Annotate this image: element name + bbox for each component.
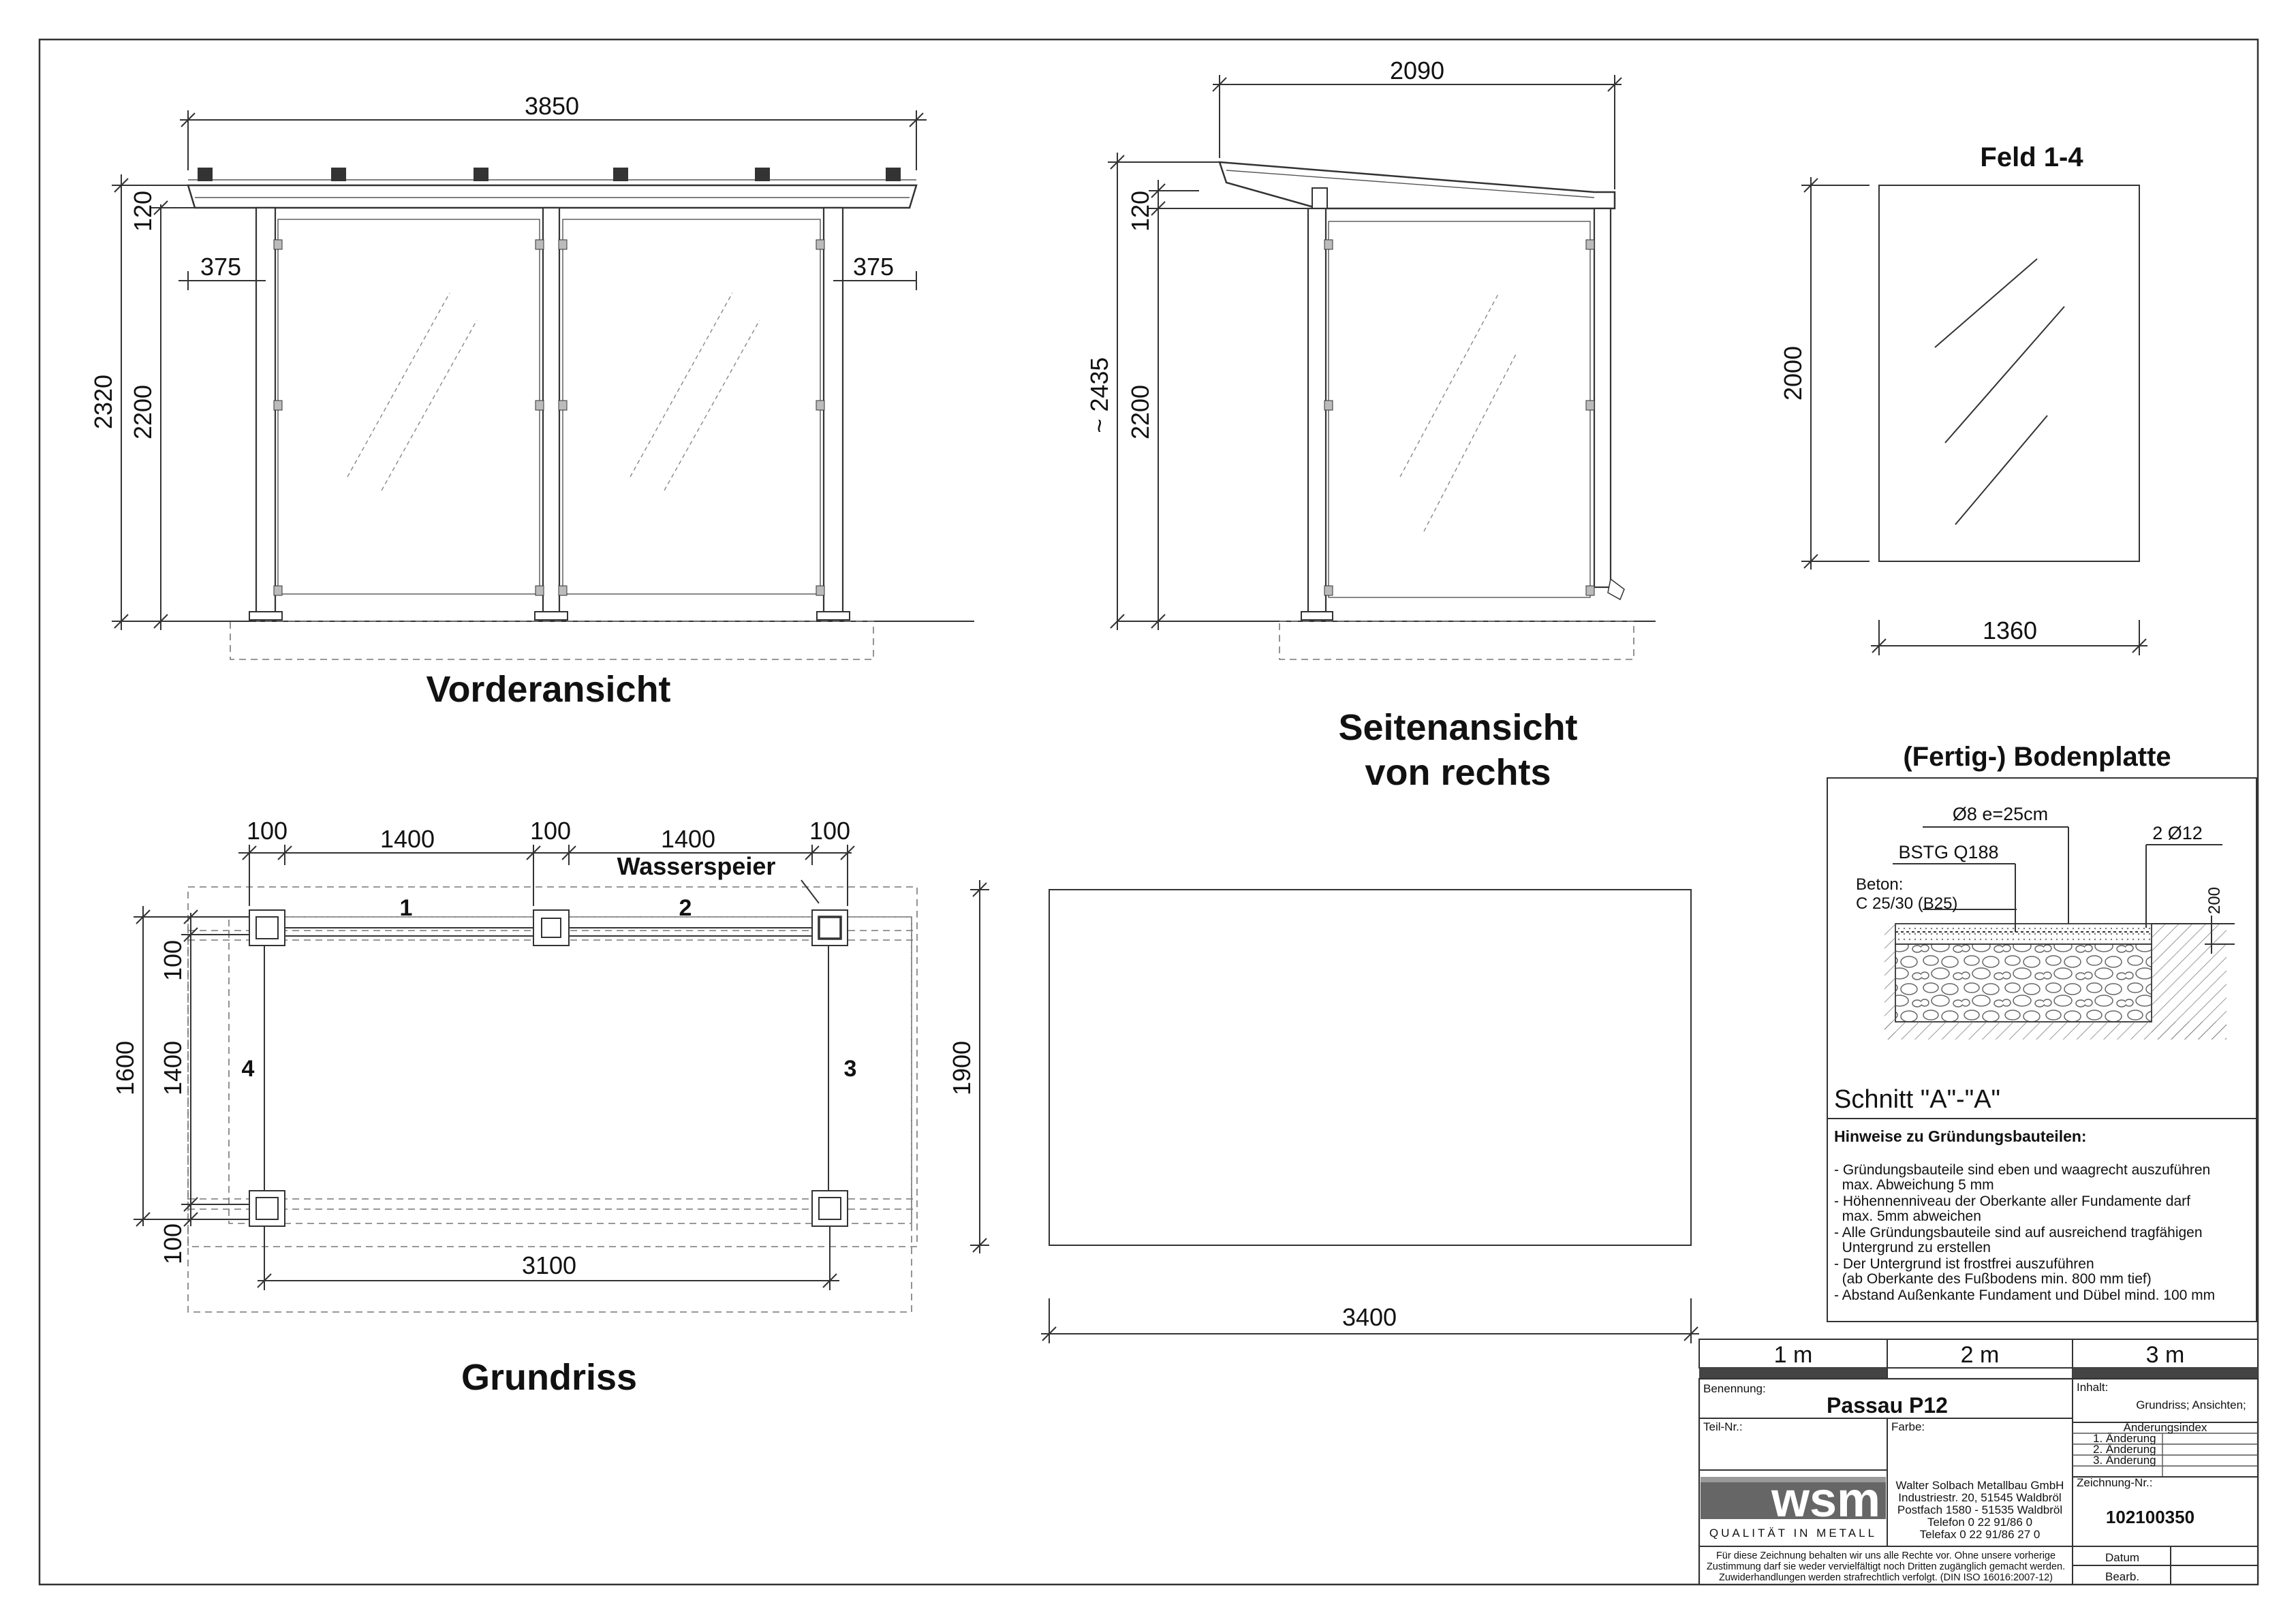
front-view bbox=[89, 92, 974, 710]
tb-inhalt-label: Inhalt: bbox=[2077, 1381, 2109, 1394]
note-line: max. Abweichung 5 mm bbox=[1834, 1177, 1994, 1193]
note-line: - Abstand Außenkante Fundament und Dübel mind. 100 mm bbox=[1834, 1287, 2216, 1303]
front-glass-right bbox=[563, 219, 820, 594]
tb-copyright-line: Für diese Zeichnung behalten wir uns alle Rechte vor. Ohne unsere vorherige bbox=[1716, 1550, 2056, 1561]
roof-clamps bbox=[198, 168, 901, 181]
front-width-dim: 3850 bbox=[524, 92, 580, 120]
tb-company-line: Walter Solbach Metallbau GmbH bbox=[1895, 1479, 2064, 1492]
front-overhang-left: 375 bbox=[200, 253, 242, 281]
side-post-front bbox=[1308, 208, 1326, 613]
section-title: (Fertig-) Bodenplatte bbox=[1903, 742, 2171, 772]
side-view bbox=[1085, 57, 1656, 793]
tb-company-line: Telefon 0 22 91/86 0 bbox=[1927, 1516, 2033, 1529]
front-overhang-right: 375 bbox=[852, 253, 895, 281]
tb-datum-label: Datum bbox=[2105, 1551, 2140, 1564]
plan-post-top: 100 bbox=[159, 939, 187, 982]
section-label: Schnitt "A"-"A" bbox=[1834, 1085, 2001, 1114]
side-roof-dim: 120 bbox=[1126, 190, 1154, 232]
section-mesh: BSTG Q188 bbox=[1898, 842, 1999, 862]
section-rebar: Ø8 e=25cm bbox=[1952, 804, 2049, 824]
section-concrete-label: Beton: bbox=[1856, 875, 1904, 894]
section-thickness: 200 bbox=[2205, 886, 2224, 915]
scale-3m: 3 m bbox=[2145, 1342, 2185, 1368]
tb-teil-label: Teil-Nr.: bbox=[1703, 1420, 1743, 1433]
panel-title: Feld 1-4 bbox=[1980, 142, 2083, 172]
section-concrete-class: C 25/30 (B25) bbox=[1856, 894, 1958, 913]
side-post-back bbox=[1594, 208, 1611, 587]
scale-2m: 2 m bbox=[1960, 1342, 2000, 1368]
scale-bar bbox=[1699, 1339, 2258, 1379]
panel-outline bbox=[1879, 185, 2139, 561]
panel-width-dim: 1360 bbox=[1982, 616, 2038, 644]
tb-aenderungsindex: Änderungsindex bbox=[2123, 1421, 2207, 1434]
logo-text: wsm bbox=[1771, 1473, 1881, 1527]
floor-plan-title: Grundriss bbox=[461, 1357, 638, 1398]
gutter-label: Wasserspeier bbox=[617, 852, 776, 880]
logo-subtitle: QUALITÄT IN METALL bbox=[1709, 1527, 1878, 1540]
tb-zeichnung-nr: 102100350 bbox=[2105, 1507, 2195, 1527]
side-glass bbox=[1329, 221, 1590, 597]
plan-post-bottom: 100 bbox=[159, 1223, 187, 1265]
note-line: (ab Oberkante des Fußbodens min. 800 mm tief) bbox=[1834, 1271, 2152, 1287]
slab-width-dim: 3400 bbox=[1341, 1303, 1397, 1331]
side-depth-dim: 2090 bbox=[1389, 57, 1445, 84]
field-label-1: 1 bbox=[399, 895, 413, 921]
front-roof bbox=[188, 185, 916, 208]
floor-plan bbox=[111, 817, 917, 1398]
field-label-2: 2 bbox=[679, 895, 692, 921]
panel-detail bbox=[1779, 142, 2147, 655]
section-rebar2: 2 Ø12 bbox=[2152, 823, 2203, 843]
note-line: - Alle Gründungsbauteile sind auf ausreichend tragfähigen bbox=[1834, 1225, 2203, 1240]
field-label-3: 3 bbox=[843, 1056, 857, 1082]
panel-height-dim: 2000 bbox=[1779, 345, 1807, 401]
plan-dim-field-1: 1400 bbox=[379, 825, 435, 853]
side-view-title-line1: Seitenansicht bbox=[1338, 707, 1578, 748]
plan-depth-inner: 1400 bbox=[159, 1040, 187, 1096]
tb-aenderung-3: 3. Änderung bbox=[2093, 1454, 2156, 1467]
notes-heading: Hinweise zu Gründungsbauteilen: bbox=[1834, 1127, 2087, 1145]
plan-depth-outer: 1600 bbox=[111, 1040, 139, 1096]
tb-copyright-line: Zustimmung darf sie weder vervielfältigt noch Dritten zugänglich gemacht werden. bbox=[1706, 1561, 2066, 1572]
note-line: - Gründungsbauteile sind eben und waagrecht auszuführen bbox=[1834, 1162, 2211, 1178]
note-line: - Höhennenniveau der Oberkante aller Fundamente darf bbox=[1834, 1193, 2190, 1209]
tb-farbe-label: Farbe: bbox=[1891, 1420, 1925, 1433]
tb-company-line: Telefax 0 22 91/86 27 0 bbox=[1919, 1528, 2041, 1541]
front-post-right bbox=[824, 208, 843, 613]
tb-company-line: Industriestr. 20, 51545 Waldbröl bbox=[1898, 1491, 2062, 1504]
title-block bbox=[1699, 1379, 2258, 1584]
front-view-title: Vorderansicht bbox=[426, 669, 671, 710]
tb-copyright-line: Zuwiderhandlungen werden strafrechtlich verfolgt. (DIN ISO 16016:2007-12) bbox=[1718, 1572, 2053, 1583]
scale-1m: 1 m bbox=[1773, 1342, 1813, 1368]
tb-benennung-label: Benennung: bbox=[1703, 1382, 1766, 1395]
field-label-4: 4 bbox=[241, 1056, 255, 1082]
side-view-title-line2: von rechts bbox=[1365, 752, 1551, 793]
tb-aenderung-1: 1. Änderung bbox=[2093, 1432, 2156, 1445]
side-height-total: ~ 2435 bbox=[1085, 357, 1113, 433]
tb-company-line: Postfach 1580 - 51535 Waldbröl bbox=[1897, 1503, 2063, 1516]
note-line: Untergrund zu erstellen bbox=[1834, 1240, 1991, 1255]
plan-dim-post-1: 100 bbox=[246, 817, 288, 845]
front-height-total: 2320 bbox=[89, 374, 117, 430]
side-height-clear: 2200 bbox=[1126, 384, 1154, 440]
tb-inhalt: Grundriss; Ansichten; bbox=[2136, 1399, 2246, 1411]
plan-width-dim: 3100 bbox=[521, 1251, 577, 1279]
note-line: - Der Untergrund ist frostfrei auszuführen bbox=[1834, 1256, 2094, 1272]
slab-depth-dim: 1900 bbox=[948, 1040, 976, 1096]
front-roof-dim: 120 bbox=[129, 190, 157, 232]
front-glass-left bbox=[278, 219, 540, 594]
slab-plan bbox=[948, 880, 1699, 1343]
front-post-mid bbox=[543, 208, 559, 613]
plan-dim-post-2: 100 bbox=[529, 817, 572, 845]
tb-aenderung-2: 2. Änderung bbox=[2093, 1443, 2156, 1456]
note-line: max. 5mm abweichen bbox=[1834, 1208, 1981, 1224]
plan-dim-post-3: 100 bbox=[809, 817, 851, 845]
tb-benennung: Passau P12 bbox=[1827, 1393, 1948, 1418]
side-roof bbox=[1220, 162, 1615, 208]
foundation-notes bbox=[1834, 1127, 2215, 1303]
front-height-clear: 2200 bbox=[129, 384, 157, 440]
tb-zeichnung-label: Zeichnung-Nr.: bbox=[2077, 1476, 2153, 1489]
front-post-left bbox=[256, 208, 275, 613]
slab-outline bbox=[1049, 890, 1691, 1245]
tb-bearb-label: Bearb. bbox=[2105, 1570, 2140, 1583]
plan-dim-field-2: 1400 bbox=[660, 825, 716, 853]
